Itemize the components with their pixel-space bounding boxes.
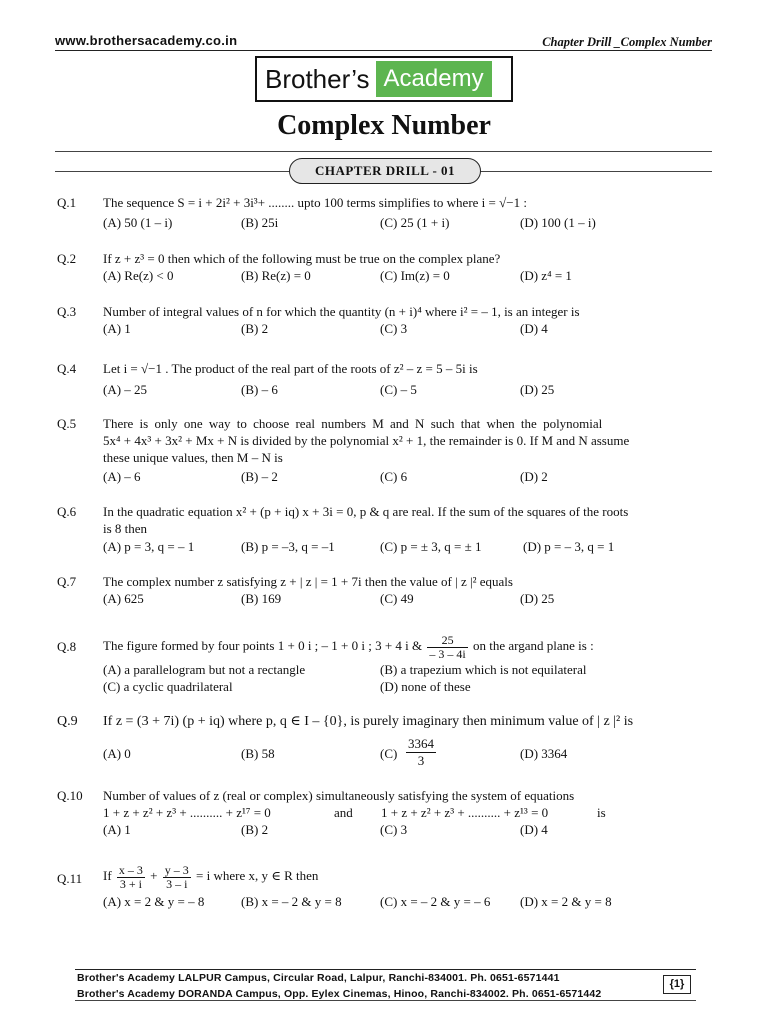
website-url: www.brothersacademy.co.in [55, 33, 238, 48]
question-number: Q.1 [57, 195, 77, 210]
option-d: (D) 3364 [520, 746, 568, 761]
option-a: (A) 1 [103, 822, 131, 837]
question-text-post: = i where x, y ∈ R then [196, 868, 319, 883]
option-a: (A) a parallelogram but not a rectangle [103, 662, 306, 677]
fraction [427, 634, 467, 661]
option-d: (D) 100 (1 – i) [520, 215, 596, 230]
option-b: (B) 2 [241, 321, 269, 336]
fraction-denominator: – 3 – 4i [429, 646, 466, 661]
fraction-denominator: 3 [417, 753, 425, 768]
option-c: (C) 3 [380, 822, 408, 837]
option-c: (C) 3 [380, 321, 408, 336]
question-number: Q.9 [57, 714, 78, 729]
option-d: (D) 4 [520, 822, 548, 837]
question-text-line: Number of values of z (real or complex) simultaneously satisfying the system of equations [103, 788, 575, 803]
question-number: Q.7 [57, 574, 77, 589]
option-c: (C) Im(z) = 0 [380, 268, 450, 283]
option-c: (C) 49 [380, 591, 414, 606]
chapter-header: Chapter Drill _Complex Number [542, 35, 712, 49]
option-a: (A) 0 [103, 746, 131, 761]
option-d: (D) p = – 3, q = 1 [523, 539, 615, 554]
question-number: Q.10 [57, 788, 83, 803]
fraction-numerator: 3364 [408, 736, 434, 751]
option-d: (D) 25 [520, 382, 555, 397]
question-text-post: on the argand plane is : [473, 638, 594, 653]
option-b: (B) p = –3, q = –1 [241, 539, 335, 554]
footer-rule-bottom [75, 1000, 696, 1001]
question-text-line: There is only one way to choose real numbers M and N such that when the polynomial [103, 416, 603, 431]
option-d: (D) 2 [520, 469, 548, 484]
question-number: Q.2 [57, 251, 77, 266]
fraction [163, 864, 191, 891]
option-a: (A) – 6 [103, 469, 141, 484]
fraction-numerator: y – 3 [164, 862, 189, 877]
option-c: (C) a cyclic quadrilateral [103, 679, 233, 694]
page-number: {1} [663, 975, 691, 994]
fraction-numerator: 25 [427, 634, 467, 648]
question-number: Q.4 [57, 361, 77, 376]
option-a: (A) – 25 [103, 382, 148, 397]
question-text: The complex number z satisfying z + | z | = 1 + 7i then the value of | z |² equals [103, 574, 513, 589]
fraction [117, 864, 145, 891]
option-b: (B) a trapezium which is not equilateral [380, 662, 587, 677]
option-a: (A) x = 2 & y = – 8 [103, 894, 205, 909]
option-c: (C) 25 (1 + i) [380, 215, 450, 230]
question-text [103, 858, 318, 894]
fraction-numerator: x – 3 [118, 862, 143, 877]
question-number: Q.6 [57, 504, 77, 519]
question-text: If z + z³ = 0 then which of the following must be true on the complex plane? [103, 251, 501, 266]
question-text: If z = (3 + 7i) (p + iq) where p, q ∈ I – {0}, is purely imaginary then minimum value of | z |² is [103, 714, 634, 729]
chapter-drill-badge: CHAPTER DRILL - 01 [289, 158, 481, 184]
question-text-line: 5x⁴ + 4x³ + 3x² + Mx + N is divided by the polynomial x² + 1, the remainder is 0. If M and N assume [103, 433, 630, 448]
question-number: Q.8 [57, 639, 77, 654]
fraction-denominator: 3 – i [166, 876, 188, 891]
footer-rule [75, 969, 696, 970]
option-a: (A) 50 (1 – i) [103, 215, 173, 230]
question-text-pre: The figure formed by four points 1 + 0 i ; – 1 + 0 i ; 3 + 4 i & [103, 638, 423, 653]
option-b: (B) 25i [241, 215, 279, 230]
plus-sign: + [150, 868, 158, 883]
option-b: (B) – 2 [241, 469, 278, 484]
option-d: (D) z⁴ = 1 [520, 268, 572, 283]
option-b: (B) 58 [241, 746, 275, 761]
footer-address-lalpur: Brother's Academy LALPUR Campus, Circular Road, Lalpur, Ranchi-834001. Ph. 0651-6571441 [77, 972, 560, 984]
option-c: (C) x = – 2 & y = – 6 [380, 894, 491, 909]
question-text: The sequence S = i + 2i² + 3i³+ ........ upto 100 terms simplifies to where i = √−1 : [103, 195, 527, 210]
logo-brothers-text: Brother’s [265, 63, 370, 94]
question-text [103, 629, 594, 663]
brand-logo [255, 56, 513, 102]
conjunction-and: and [334, 805, 353, 820]
option-a: (A) p = 3, q = – 1 [103, 539, 195, 554]
option-b: (B) 2 [241, 822, 269, 837]
option-d: (D) none of these [380, 679, 471, 694]
option-d: (D) 4 [520, 321, 548, 336]
equation-2: 1 + z + z² + z³ + .......... + z¹³ = 0 [381, 805, 549, 820]
option-c: (C) p = ± 3, q = ± 1 [380, 539, 482, 554]
option-a: (A) Re(z) < 0 [103, 268, 174, 283]
fraction-denominator: 3 + i [119, 876, 142, 891]
option-c: (C) 6 [380, 469, 408, 484]
equation-1: 1 + z + z² + z³ + .......... + z¹⁷ = 0 [103, 805, 271, 820]
option-d: (D) 25 [520, 591, 555, 606]
option-a: (A) 1 [103, 321, 131, 336]
fraction [406, 736, 436, 769]
option-a: (A) 625 [103, 591, 144, 606]
question-text-line: In the quadratic equation x² + (p + iq) x + 3i = 0, p & q are real. If the sum of the squares of the roots [103, 504, 629, 519]
option-b: (B) x = – 2 & y = 8 [241, 894, 342, 909]
title-rule [55, 151, 712, 152]
question-number: Q.5 [57, 416, 77, 431]
option-c: (C) [380, 746, 398, 761]
option-b: (B) 169 [241, 591, 282, 606]
page-title: Complex Number [277, 110, 491, 141]
option-c: (C) – 5 [380, 382, 417, 397]
question-text: Let i = √−1 . The product of the real part of the roots of z² – z = 5 – 5i is [103, 361, 478, 376]
question-text-line: is 8 then [103, 521, 148, 536]
footer-address-doranda: Brother's Academy DORANDA Campus, Opp. Eylex Cinemas, Hinoo, Ranchi-834002. Ph. 0651-6571442 [77, 988, 602, 1000]
option-d: (D) x = 2 & y = 8 [520, 894, 612, 909]
question-text: Number of integral values of n for which the quantity (n + i)⁴ where i² = – 1, is an integer is [103, 304, 580, 319]
header-rule [55, 50, 712, 51]
option-b: (B) Re(z) = 0 [241, 268, 311, 283]
option-b: (B) – 6 [241, 382, 278, 397]
question-number: Q.11 [57, 871, 83, 886]
logo-academy-text: Academy [376, 61, 492, 97]
question-text-line: these unique values, then M – N is [103, 450, 283, 465]
question-text-pre: If [103, 868, 112, 883]
question-text-is: is [597, 805, 606, 820]
question-number: Q.3 [57, 304, 77, 319]
